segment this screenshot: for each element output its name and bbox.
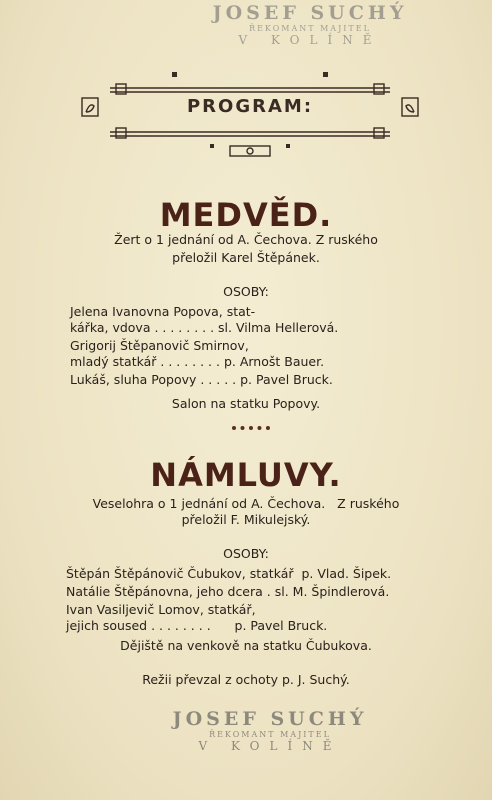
play1-cast-line: mladý statkář . . . . . . . . p. Arnošt Bauer.	[70, 354, 325, 369]
play2-cast-line: Štěpán Štěpánovič Čubukov, statkář p. Vlad. Šipek.	[66, 566, 392, 581]
stamp-town: V KOLÍNĚ	[238, 33, 382, 47]
play2-osoby-heading: OSOBY:	[223, 546, 269, 561]
play1-cast-line: kářka, vdova . . . . . . . . sl. Vilma Hellerová.	[70, 320, 339, 335]
play1-translator: přeložil Karel Štěpánek.	[172, 250, 320, 265]
director-note: Režii převzal z ochoty p. J. Suchý.	[142, 672, 350, 687]
play2-cast-line: jejich soused . . . . . . . . p. Pavel Bruck.	[66, 618, 328, 633]
play2-cast-line: Natálie Štěpánovna, jeho dcera . sl. M. Špindlerová.	[66, 584, 390, 599]
stamp-name: JOSEF SUCHÝ	[212, 2, 408, 24]
play2-title: NÁMLUVY.	[150, 456, 342, 494]
program-heading: PROGRAM:	[186, 96, 314, 117]
section-divider	[232, 426, 270, 434]
play1-title: MEDVĚD.	[159, 196, 333, 234]
play1-setting: Salon na statku Popovy.	[171, 396, 321, 411]
stamp-role: ŘEKOMANT MAJITEL	[249, 24, 371, 33]
stamp-bottom	[160, 708, 380, 753]
stamp-name: JOSEF SUCHÝ	[172, 708, 368, 730]
play1-subtitle: Žert o 1 jednání od A. Čechova. Z ruského	[114, 232, 378, 247]
play1-cast-line: Lukáš, sluha Popovy . . . . . p. Pavel Bruck.	[70, 372, 333, 387]
stamp-role: ŘEKOMANT MAJITEL	[209, 730, 331, 739]
stamp-top	[210, 2, 410, 47]
play2-translator: přeložil F. Mikulejský.	[181, 512, 311, 527]
play2-cast-line: Ivan Vasiljevič Lomov, statkář,	[66, 602, 256, 617]
play2-setting: Dějiště na venkově na statku Čubukova.	[120, 638, 372, 653]
play1-cast-line: Jelena Ivanovna Popova, stat-	[70, 304, 256, 319]
stamp-town: V KOLÍNĚ	[198, 739, 342, 753]
play1-osoby-heading: OSOBY:	[223, 284, 269, 299]
play2-subtitle: Veselohra o 1 jednání od A. Čechova. Z ruského	[92, 496, 400, 511]
play1-cast-line: Grigorij Štěpanovič Smirnov,	[70, 338, 249, 353]
